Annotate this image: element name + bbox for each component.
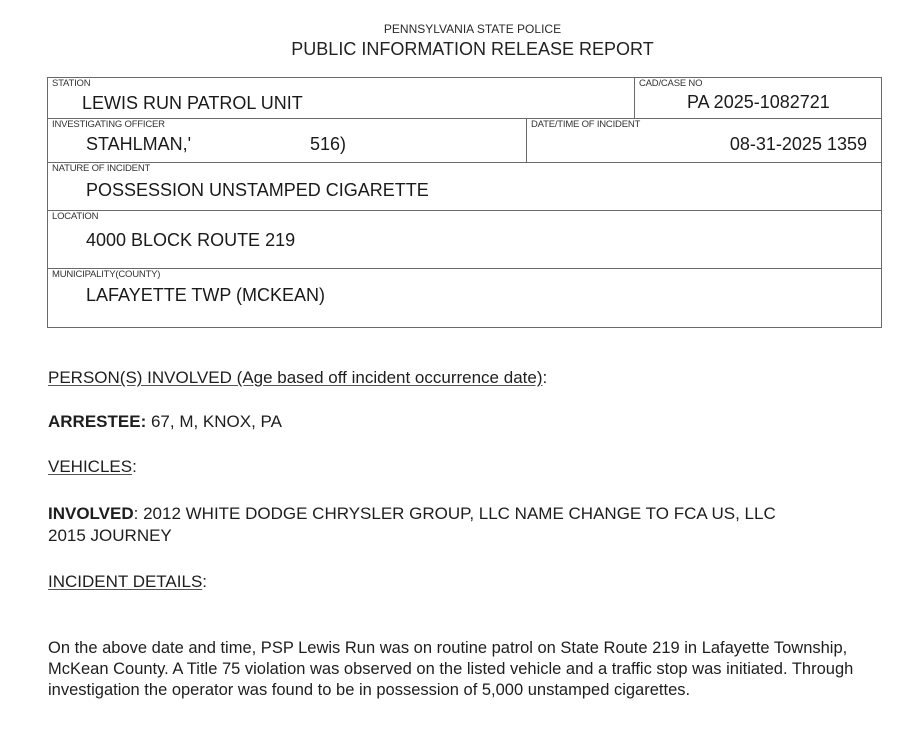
- form-row-location: [48, 211, 881, 269]
- report-title: PUBLIC INFORMATION RELEASE REPORT: [291, 39, 654, 59]
- datetime-cell: [526, 119, 881, 162]
- station-label: STATION: [52, 78, 91, 89]
- incident-heading: INCIDENT DETAILS:: [48, 572, 208, 591]
- involved-label: INVOLVED: [48, 504, 134, 523]
- location-value: 4000 BLOCK ROUTE 219: [86, 230, 296, 250]
- form-row-officer: [48, 119, 881, 163]
- datetime-label: DATE/TIME OF INCIDENT: [531, 119, 641, 130]
- case-no-value: PA 2025-1082721: [687, 92, 830, 112]
- nature-value: POSSESSION UNSTAMPED CIGARETTE: [86, 180, 429, 200]
- municipality-label: MUNICIPALITY(COUNTY): [52, 269, 161, 280]
- station-value: LEWIS RUN PATROL UNIT: [82, 93, 303, 113]
- officer-label: INVESTIGATING OFFICER: [52, 119, 165, 130]
- officer-cell: [48, 119, 526, 162]
- involved-value: : 2012 WHITE DODGE CHRYSLER GROUP, LLC NAME CHANGE TO FCA US, LLC: [133, 504, 776, 523]
- datetime-value: 08-31-2025 1359: [729, 134, 867, 154]
- vehicles-heading: VEHICLES:: [48, 457, 137, 476]
- form-row-municipality: [48, 269, 881, 327]
- nature-label: NATURE OF INCIDENT: [52, 163, 151, 174]
- municipality-value: LAFAYETTE TWP (MCKEAN): [86, 285, 326, 305]
- form-row-station: [48, 78, 881, 119]
- arrestee-value: 67, M, KNOX, PA: [146, 412, 282, 431]
- form-row-nature: [48, 163, 881, 211]
- persons-heading: PERSON(S) INVOLVED (Age based off incident occurrence date):: [48, 368, 548, 387]
- officer-name: STAHLMAN,': [86, 134, 192, 154]
- arrestee-label: ARRESTEE:: [48, 412, 147, 431]
- report-form: [47, 77, 882, 328]
- vehicle-involved-line2: 2015 JOURNEY: [48, 526, 172, 545]
- officer-badge: 516): [310, 134, 347, 154]
- incident-narrative: On the above date and time, PSP Lewis Run was on routine patrol on State Route 219 in Lafayette Township, McKean County. A Title 75 violation was observed on the listed vehicle and a traffic stop was initiated. Through investigation the operator was found to be in possession of 5,000 unstamped cigarettes.: [48, 639, 854, 699]
- case-no-cell: [634, 78, 881, 118]
- location-label: LOCATION: [52, 211, 99, 222]
- case-no-label: CAD/CASE NO: [639, 78, 703, 89]
- arrestee-line: [48, 412, 282, 432]
- vehicle-involved-line1: [48, 504, 776, 524]
- agency-name: PENNSYLVANIA STATE POLICE: [383, 22, 562, 36]
- station-cell: [48, 78, 634, 118]
